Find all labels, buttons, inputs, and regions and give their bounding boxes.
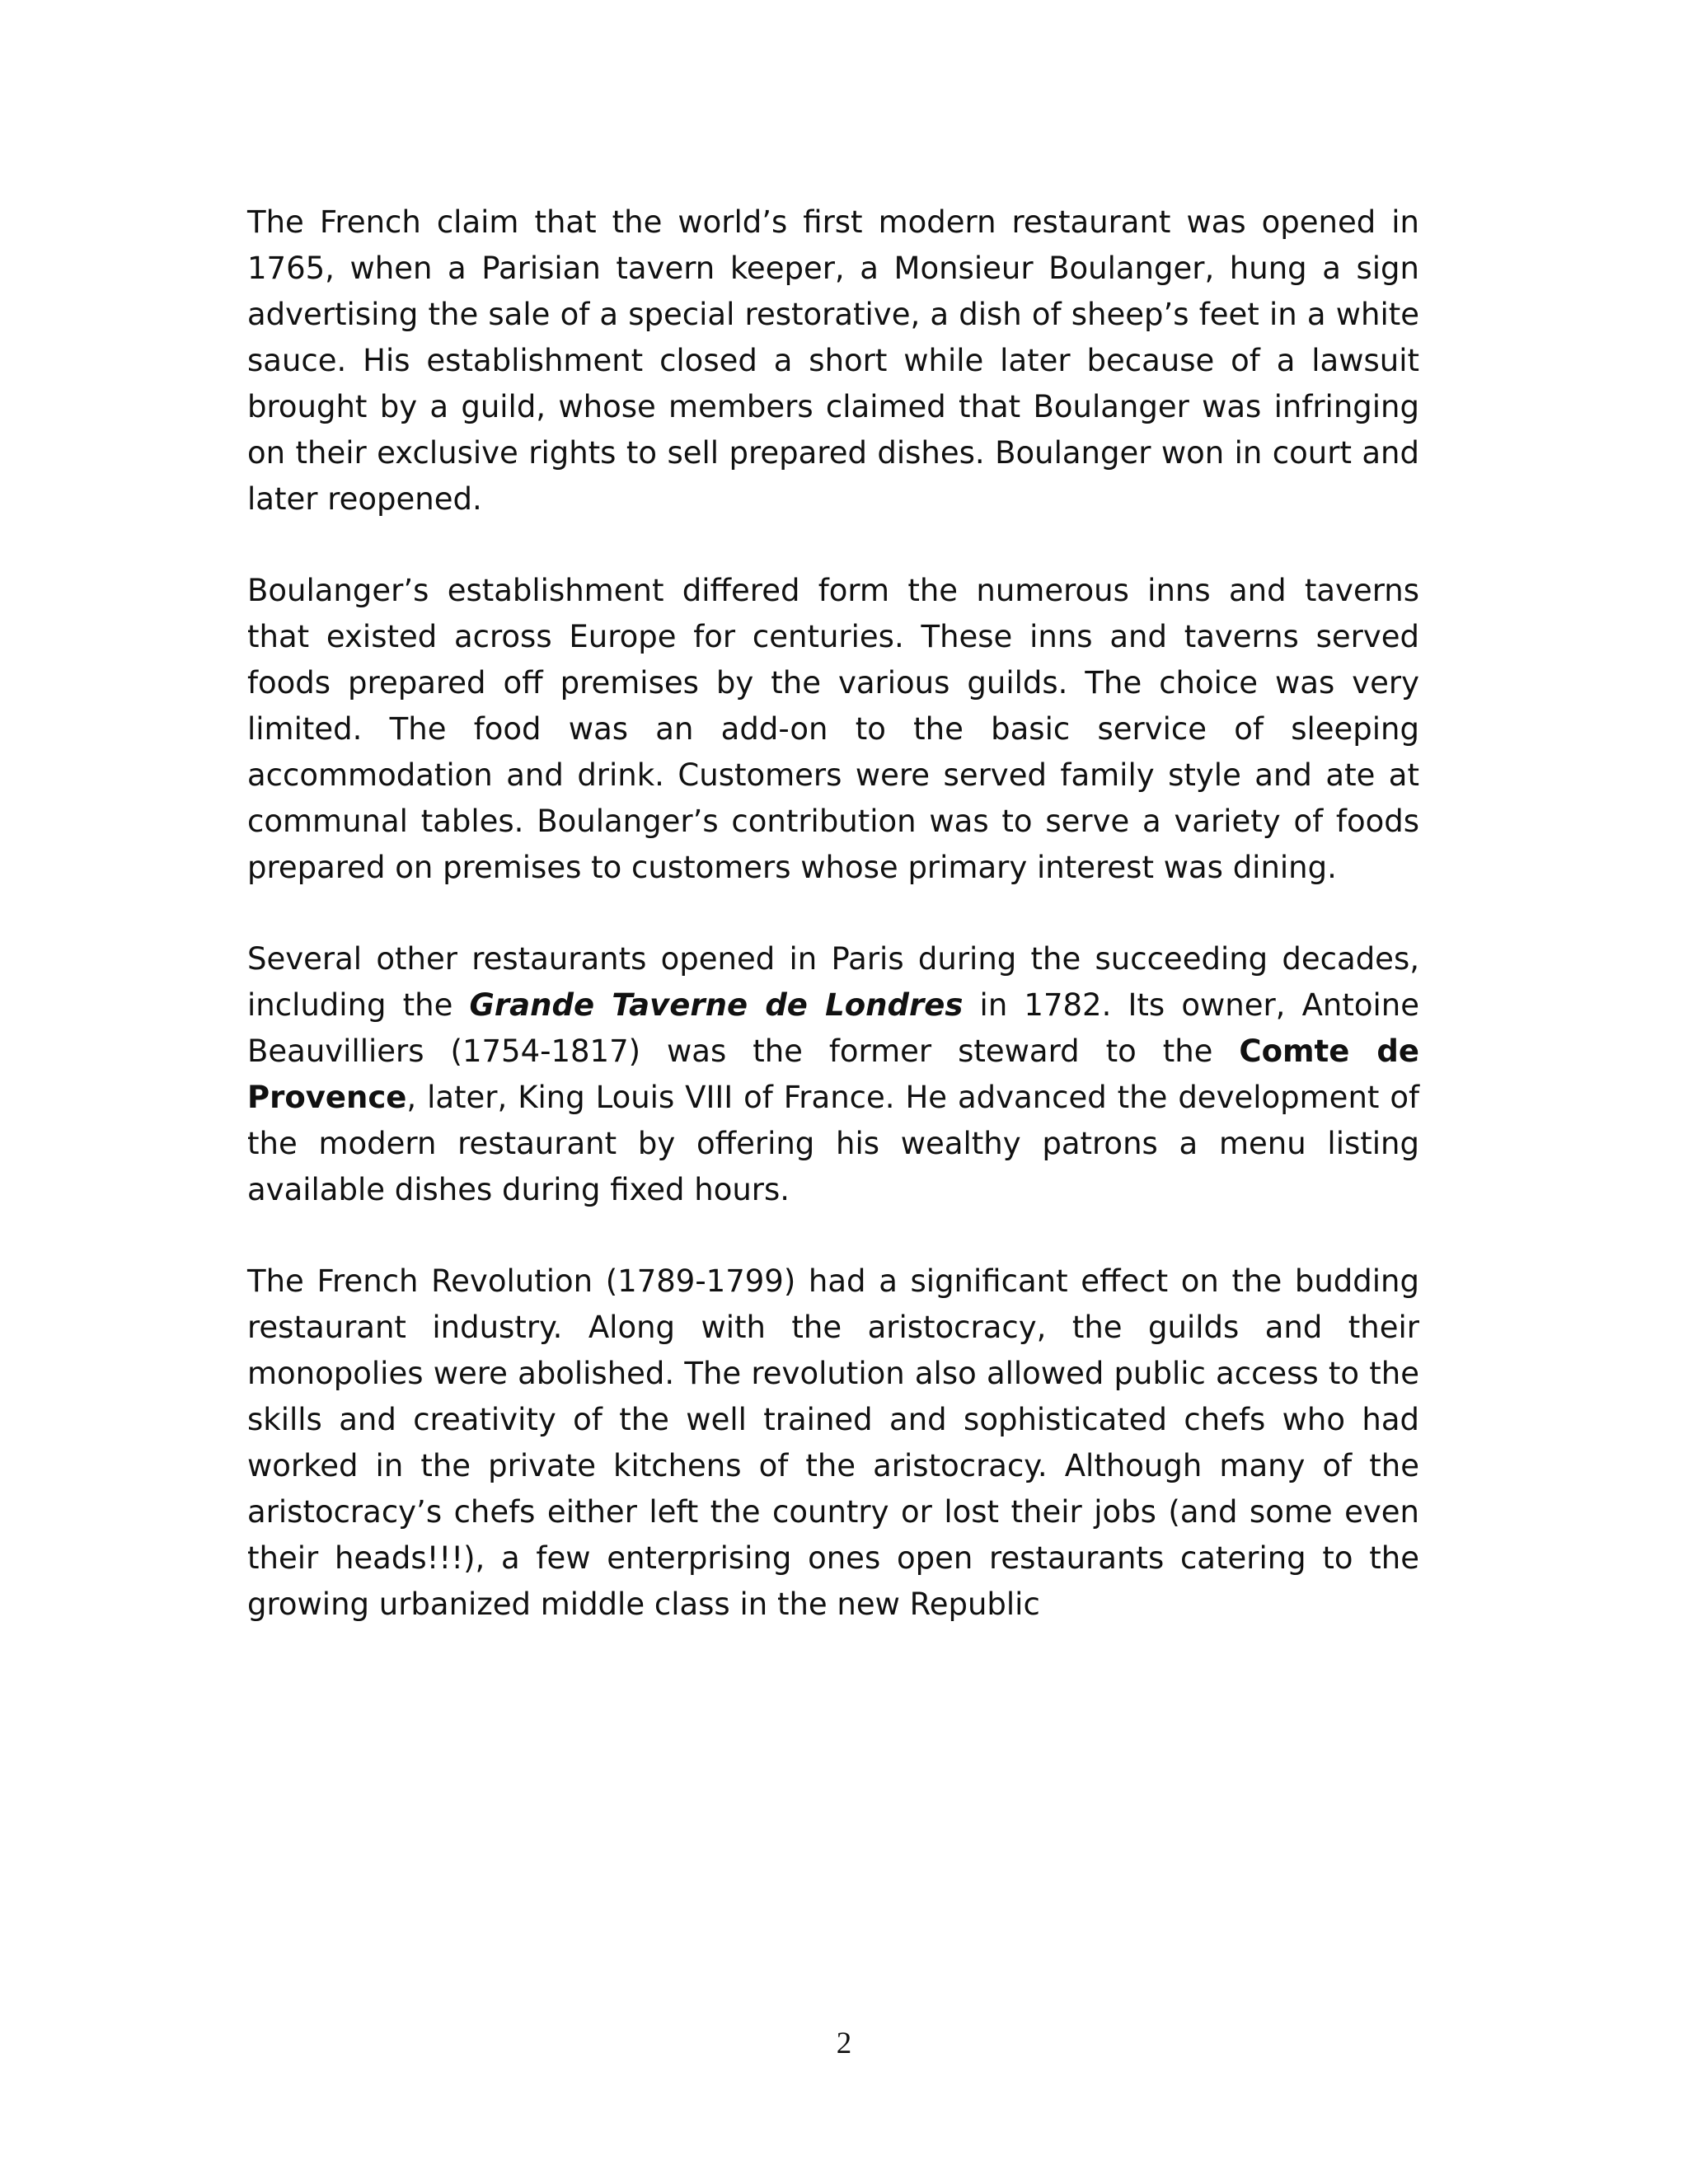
paragraph-3-text-c: , later, King Louis VIII of France. He advanced the development of the modern restaurant by offering his wealthy patrons a menu listing available dishes during fixed hours. (247, 1080, 1419, 1207)
title-emphasis: Comte de Provence (247, 1033, 1419, 1115)
paragraph-2: Boulanger’s establishment differed form the numerous inns and taverns that existed across Europe for centuries. These inns and taverns served foods prepared off premises by the various guilds. The choice was very limited. The food was an add-on to the basic service of sleeping accommodation and drink. Customers were served family style and ate at communal tables. Boulanger’s contribution was to serve a variety of foods prepared on premises to customers whose primary interest was dining. (247, 573, 1419, 885)
restaurant-name-emphasis: Grande Taverne de Londres (469, 987, 964, 1023)
paragraph-3-text-a: Several other restaurants opened in Paris during the succeeding decades, including the (247, 941, 1419, 1023)
paragraph-3 (247, 936, 1419, 1213)
body-text (247, 199, 1419, 1628)
paragraph-1: The French claim that the world’s first modern restaurant was opened in 1765, when a Parisian tavern keeper, a Monsieur Boulanger, hung a sign advertising the sale of a special restorative, a dish of sheep’s feet in a white sauce. His establishment closed a short while later because of a lawsuit brought by a guild, whose members claimed that Boulanger was infringing on their exclusive rights to sell prepared dishes. Boulanger won in court and later reopened. (247, 204, 1419, 517)
page-number: 2 (836, 2027, 852, 2060)
paragraph-3-text-b: in 1782. Its owner, Antoine Beauvilliers (1754-1817) was the former steward to the (247, 987, 1420, 1069)
paragraph-4: The French Revolution (1789-1799) had a significant effect on the budding restaurant industry. Along with the aristocracy, the guilds and their monopolies were abolished. The revolution also allowed public access to the skills and creativity of the well trained and sophisticated chefs who had worked in the private kitchens of the aristocracy. Although many of the aristocracy’s chefs either left the country or lost their jobs (and some even their heads!!!), a few enterprising ones open restaurants catering to the growing urbanized middle class in the new Republic (247, 1263, 1419, 1622)
